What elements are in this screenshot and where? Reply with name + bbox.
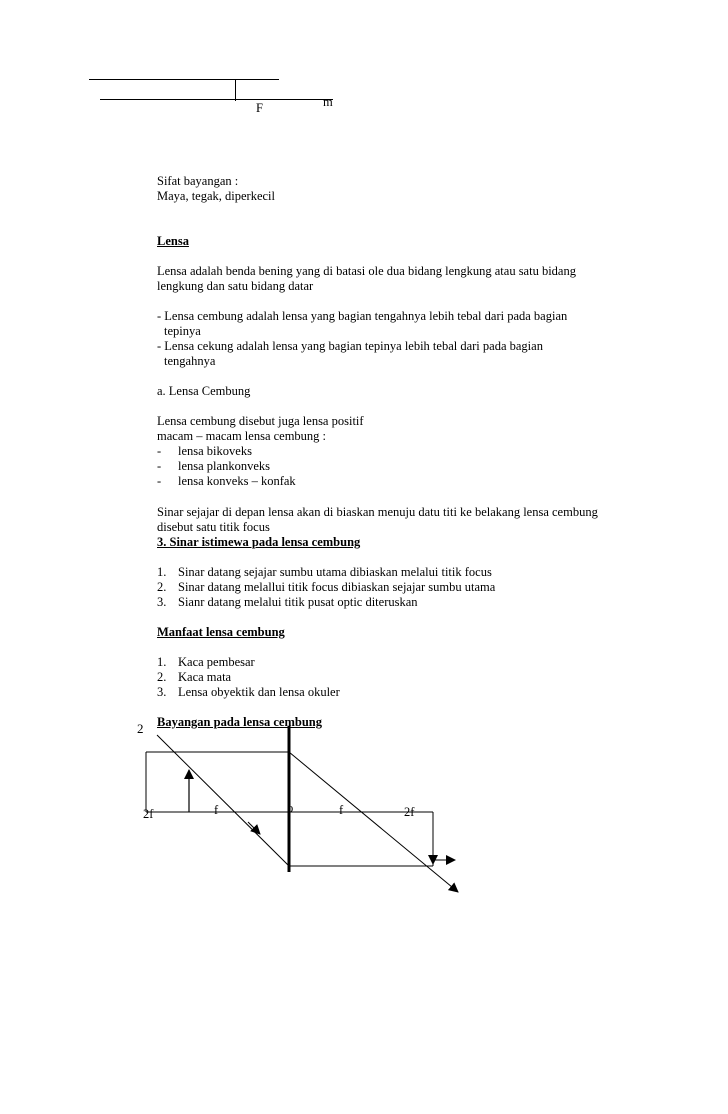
diagram-label-2f-right: 2f: [404, 805, 415, 819]
list-item-bullet: -: [157, 459, 162, 473]
cembung-focus-1: Sinar sejajar di depan lensa akan di biaskan menuju datu titi ke belakang lensa cembung: [157, 505, 598, 519]
diagram-label-2f-left: 2f: [143, 807, 154, 821]
list-item-text: lensa konveks – konfak: [178, 474, 296, 488]
list-item-number: 2.: [157, 670, 167, 684]
list-item-number: 1.: [157, 565, 167, 579]
diagram-label-f-right: f: [339, 803, 344, 817]
list-item-number: 2.: [157, 580, 167, 594]
manfaat-heading: Manfaat lensa cembung: [157, 625, 285, 639]
list-item-bullet: -: [157, 444, 162, 458]
diagram-label-f-left: f: [214, 803, 219, 817]
cembung-types-title: macam – macam lensa cembung :: [157, 429, 327, 443]
list-item-text: Lensa obyektik dan lensa okuler: [178, 685, 340, 699]
lensa-cekung-def-2: tengahnya: [164, 354, 216, 368]
lensa-definition-2: lengkung dan satu bidang datar: [157, 279, 314, 293]
list-item-text: Sianr datang melalui titik pusat optic diteruskan: [178, 595, 418, 609]
list-item-number: 3.: [157, 685, 167, 699]
sifat-value: Maya, tegak, diperkecil: [157, 189, 276, 203]
sinar-istimewa-heading: 3. Sinar istimewa pada lensa cembung: [157, 535, 361, 549]
list-item-text: lensa bikoveks: [178, 444, 252, 458]
ray-focus-incoming: [157, 735, 289, 866]
ray-focus-arrow: [248, 822, 260, 834]
cembung-focus-2: disebut satu titik focus: [157, 520, 270, 534]
diagram-label-2: 2: [137, 721, 144, 736]
top-label-m: m: [323, 95, 333, 109]
lensa-heading: Lensa: [157, 234, 189, 248]
list-item-text: lensa plankonveks: [178, 459, 270, 473]
sifat-title: Sifat bayangan :: [157, 174, 239, 188]
lensa-cembung-def-1: - Lensa cembung adalah lensa yang bagian tengahnya lebih tebal dari pada bagian: [157, 309, 568, 323]
cembung-alias: Lensa cembung disebut juga lensa positif: [157, 414, 364, 428]
lensa-cembung-def-2: tepinya: [164, 324, 201, 338]
list-item-number: 3.: [157, 595, 167, 609]
top-label-f: F: [256, 101, 263, 115]
bayangan-heading: Bayangan pada lensa cembung: [157, 715, 322, 729]
list-item-text: Kaca pembesar: [178, 655, 255, 669]
list-item-text: Sinar datang sejajar sumbu utama dibiaskan melalui titik focus: [178, 565, 492, 579]
lensa-cekung-def-1: - Lensa cekung adalah lensa yang bagian tepinya lebih tebal dari pada bagian: [157, 339, 543, 353]
cembung-heading: a. Lensa Cembung: [157, 384, 251, 398]
list-item-bullet: -: [157, 474, 162, 488]
list-item-text: Sinar datang melallui titik focus dibiaskan sejajar sumbu utama: [178, 580, 496, 594]
diagram-label-o: o: [287, 801, 294, 815]
list-item-text: Kaca mata: [178, 670, 232, 684]
lensa-definition-1: Lensa adalah benda bening yang di batasi ole dua bidang lengkung atau satu bidang: [157, 264, 576, 278]
list-item-number: 1.: [157, 655, 167, 669]
